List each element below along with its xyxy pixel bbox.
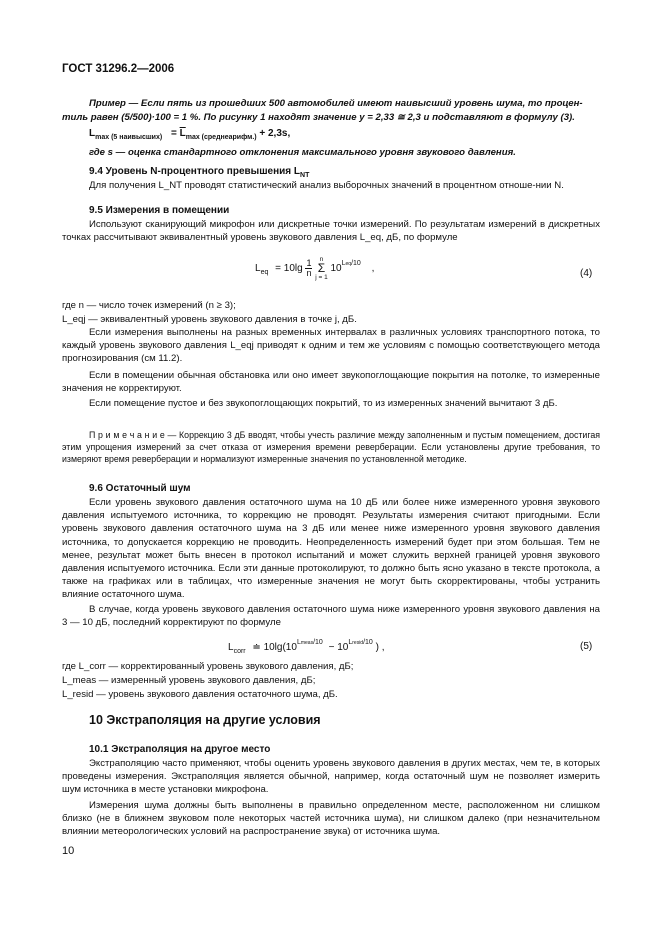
document-code: ГОСТ 31296.2—2006	[62, 63, 175, 75]
section-10-1-title: 10.1 Экстраполяция на другое место	[89, 744, 271, 755]
formula-4-number: (4)	[580, 268, 593, 279]
section-9-4-title: 9.4 Уровень N-процентного превышения $L_{NT}$	[89, 166, 310, 179]
section-10-heading: 10 Экстраполяция на другие условия	[89, 713, 321, 727]
section-9-5-para-1: Используют сканирующий микрофон или дискретные точки измерений. По результатам измерений в дискретных точках рассчитывают эквивалентный уровень звукового давления L_eq, дБ, по формуле	[62, 219, 600, 244]
section-9-5-para-2: Если измерения выполнены на разных временных интервалах в различных условиях транспортного потока, то каждый уровень звукового давления L_eqj приводят к одним и тем же условиям с помощью соответствующего метода прогнозирования (см 11.2).	[62, 327, 600, 365]
section-9-4-text: Для получения L_NT проводят статистический анализ выборочных значений в процентном отноше-нии N.	[89, 180, 564, 191]
example-where: где s — оценка стандартного отклонения максимального уровня звукового давления.	[89, 147, 516, 158]
section-9-5-para-4: Если помещение пустое и без звукопоглощающих покрытий, то из измеренных значений вычитают 3 дБ.	[89, 398, 558, 409]
formula-5-where-3: L_resid — уровень звукового давления остаточного шума, дБ.	[62, 689, 338, 700]
section-9-6-para-1: Если уровень звукового давления остаточного шума на 10 дБ или более ниже измеренного уровня звукового давления испытуемого источника, то коррекцию не проводят. Результаты измерения считают пригодными. Если уровень звукового давления остаточного шума на 3 дБ или менее ниже измеренного уровня звукового давления источника, то допускается коррекцию не проводить. Неопределенность измерений будет при этом большая. Тем не менее, результат может быть внесен в протокол испытаний и может служить верхней границей уровня звукового давления испытуемого источника. Если эти данные протоколируют, то должно быть ясно указано в тексте протокола, а также на графиках или в таблицах, что измеренные значения не могут быть скорректированы, чтобы устранить влияние остаточного шума.	[62, 497, 600, 601]
section-10-1-para-2: Измерения шума должны быть выполнены в правильно определенном месте, расположенном ни слишком близко (не в ближнем звуковом поле некоторых частей источника шума), ни слишком далеко (при незначительном влиянии метеорологических условий на распространение звука) от источника шума.	[62, 800, 600, 838]
formula-5-where-1: где L_corr — корректированный уровень звукового давления, дБ;	[62, 661, 354, 672]
formula-5-number: (5)	[580, 641, 593, 652]
formula-4-where-2: L_eqj — эквивалентный уровень звукового давления в точке j, дБ.	[62, 314, 357, 325]
section-9-6-para-2: В случае, когда уровень звукового давления остаточного шума ниже измеренного уровня звукового давления на 3 — 10 дБ, последний корректируют по формуле	[62, 604, 600, 629]
section-9-5-title: 9.5 Измерения в помещении	[89, 205, 230, 216]
example-formula: $L_{max (5 наивысших)} = \overline{L}_{max (среднеарифм.)} + 2,3s$,	[89, 128, 291, 141]
section-10-1-para-1: Экстраполяцию часто применяют, чтобы оценить уровень звукового давления в других местах, чем те, в которых проведены измерения. Экстраполяция является обычной, например, когда остаточный шум не позволяет измерить шум источника в месте установки микрофона.	[62, 758, 600, 796]
formula-5-where-2: L_meas — измеренный уровень звукового давления, дБ;	[62, 675, 316, 686]
section-9-6-title: 9.6 Остаточный шум	[89, 483, 191, 494]
example-line-1: Пример — Если пять из прошедших 500 автомобилей имеют наивысший уровень шума, то процен-	[89, 98, 583, 109]
formula-4: $L_{eq} = 10\lg$ $\frac{1}{n}$ n Σ j = 1 $10^{Leq/10}$ ,	[255, 256, 375, 281]
formula-4-where-1: где n — число точек измерений (n ≥ 3);	[62, 300, 236, 311]
page-number: 10	[62, 845, 75, 857]
example-line-2: тиль равен (5/500)·100 = 1 %. По рисунку 1 находят значение y = 2,33 ≅ 2,3 и подставляют в формулу (3).	[62, 112, 575, 123]
formula-5: $L_{corr}$ ≐ $10\lg(10^{Lmeas/10} - 10^{Lresid/10}$ ) ,	[228, 639, 385, 655]
section-9-5-note: П р и м е ч а н и е — Коррекцию 3 дБ вводят, чтобы учесть различие между заполненным и пустым помещением, достигая этим упрощения измерений за счет отказа от измерения времени реверберации. Если установлены другие требования, то измеряют время реверберации и нормализуют измеренные значения по установленной методике.	[62, 430, 600, 464]
section-9-5-para-3: Если в помещении обычная обстановка или оно имеет звукопоглощающие покрытия на потолке, то измеренные значения не корректируют.	[62, 370, 600, 395]
